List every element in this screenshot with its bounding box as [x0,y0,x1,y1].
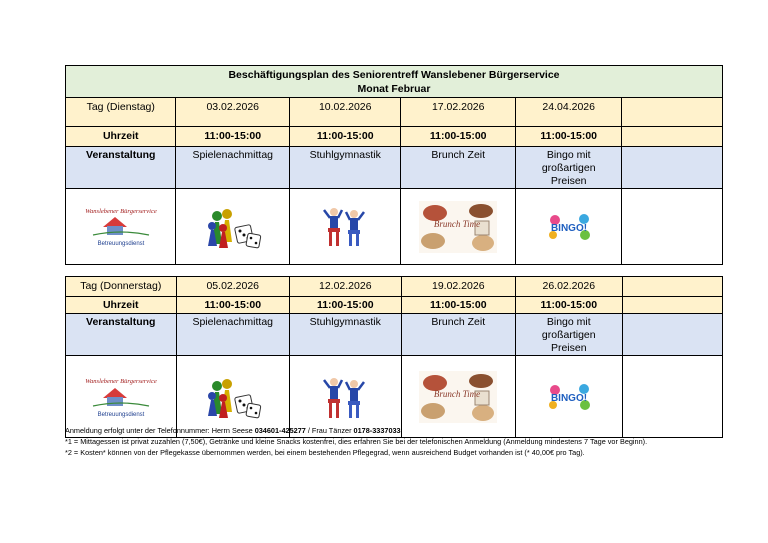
date-cell: 12.02.2026 [290,277,402,297]
empty-cell [622,314,722,356]
brunch-icon [419,371,497,423]
event-cell: Brunch Zeit [401,147,516,189]
brunch-image-cell [401,356,516,438]
time-cell: 11:00-15:00 [290,297,402,314]
day-label-thursday: Tag (Donnerstag) [66,277,177,297]
brunch-icon [419,201,497,253]
bingo-image-cell [515,189,621,265]
logo-text-line1: Wanslebener Bürgerservice [84,377,157,385]
time-cell: 11:00-15:00 [516,297,622,314]
exercise-image-cell [289,189,400,265]
time-cell: 11:00-15:00 [401,127,516,147]
date-cell: 03.02.2026 [176,98,290,127]
empty-cell [622,147,723,189]
contact-mid: / Frau Tänzer [305,426,354,435]
tuesday-schedule-table [65,65,723,265]
footnote-2: *2 = Kosten* können von der Pflegekasse übernommen werden, bei einem bestehenden Pflegegrad, wenn ausreichend Budget vorhanden ist (* 40,00€ pro Tag). [65,448,585,457]
empty-cell [622,277,722,297]
event-cell: Bingo mit großartigen Preisen [515,147,621,189]
time-cell: 11:00-15:00 [176,297,290,314]
event-cell: Brunch Zeit [401,314,516,356]
bingo-label: BINGO! [550,392,587,404]
event-cell: Stuhlgymnastik [289,147,400,189]
contact-line [65,426,403,435]
time-cell: 11:00-15:00 [176,127,290,147]
day-label-tuesday: Tag (Dienstag) [66,98,176,127]
footnote-1: *1 = Mittagessen ist privat zuzahlen (7,50€), Getränke und kleine Snacks kostenfrei, dies erfahren Sie bei der telefonischen Anmeldung (Anmeldung mindestens 7 Tage vor Beginn). [65,437,648,446]
schedule-subtitle: Monat Februar [357,83,431,95]
time-cell: 11:00-15:00 [401,297,516,314]
phone-taenzer: 0178-3337033 [353,426,401,435]
logo-image [73,374,169,420]
event-cell: Spielenachmittag [176,314,290,356]
chair-exercise-icon [320,204,370,250]
contact-suffix: . [400,426,403,435]
logo-text-line2: Betreuungsdienst [97,411,145,418]
date-cell: 24.04.2026 [515,98,621,127]
logo-text-line1: Wanslebener Bürgerservice [84,207,157,215]
event-label: Veranstaltung [66,147,176,189]
empty-cell [622,127,723,147]
empty-cell [622,297,722,314]
time-label: Uhrzeit [66,127,176,147]
bingo-label: BINGO! [550,222,587,234]
date-cell: 26.02.2026 [516,277,622,297]
chair-exercise-icon [320,372,370,422]
event-cell: Bingo mit großartigen Preisen [516,314,622,356]
bingo-image-cell [516,356,622,438]
event-label: Veranstaltung [66,314,177,356]
time-cell: 11:00-15:00 [289,127,400,147]
games-image-cell [176,189,290,265]
phone-seese: 034601-425277 [254,426,306,435]
board-game-icon [203,374,263,420]
empty-cell [622,189,723,265]
time-label: Uhrzeit [66,297,177,314]
date-cell: 19.02.2026 [401,277,516,297]
logo-cell [66,189,176,265]
contact-prefix: Anmeldung erfolgt unter der Telefonnummer: Herrn Seese [65,426,255,435]
brunch-label: Brunch Time [434,388,481,399]
schedule-title-cell [66,66,723,98]
logo-text-line2: Betreuungsdienst [97,240,145,247]
bingo-icon [547,382,591,412]
thursday-schedule-table [65,276,723,438]
empty-cell [622,356,722,438]
bingo-icon [547,212,591,242]
schedule-title: Beschäftigungsplan des Seniorentreff Wanslebener Bürgerservice [228,69,560,81]
brunch-label: Brunch Time [434,218,481,229]
brunch-image-cell [401,189,516,265]
event-cell: Stuhlgymnastik [290,314,402,356]
date-cell: 10.02.2026 [289,98,400,127]
event-cell: Spielenachmittag [176,147,290,189]
date-cell: 05.02.2026 [176,277,290,297]
board-game-icon [203,204,263,250]
empty-cell [622,98,723,127]
time-cell: 11:00-15:00 [515,127,621,147]
logo-image [73,205,169,249]
date-cell: 17.02.2026 [401,98,516,127]
